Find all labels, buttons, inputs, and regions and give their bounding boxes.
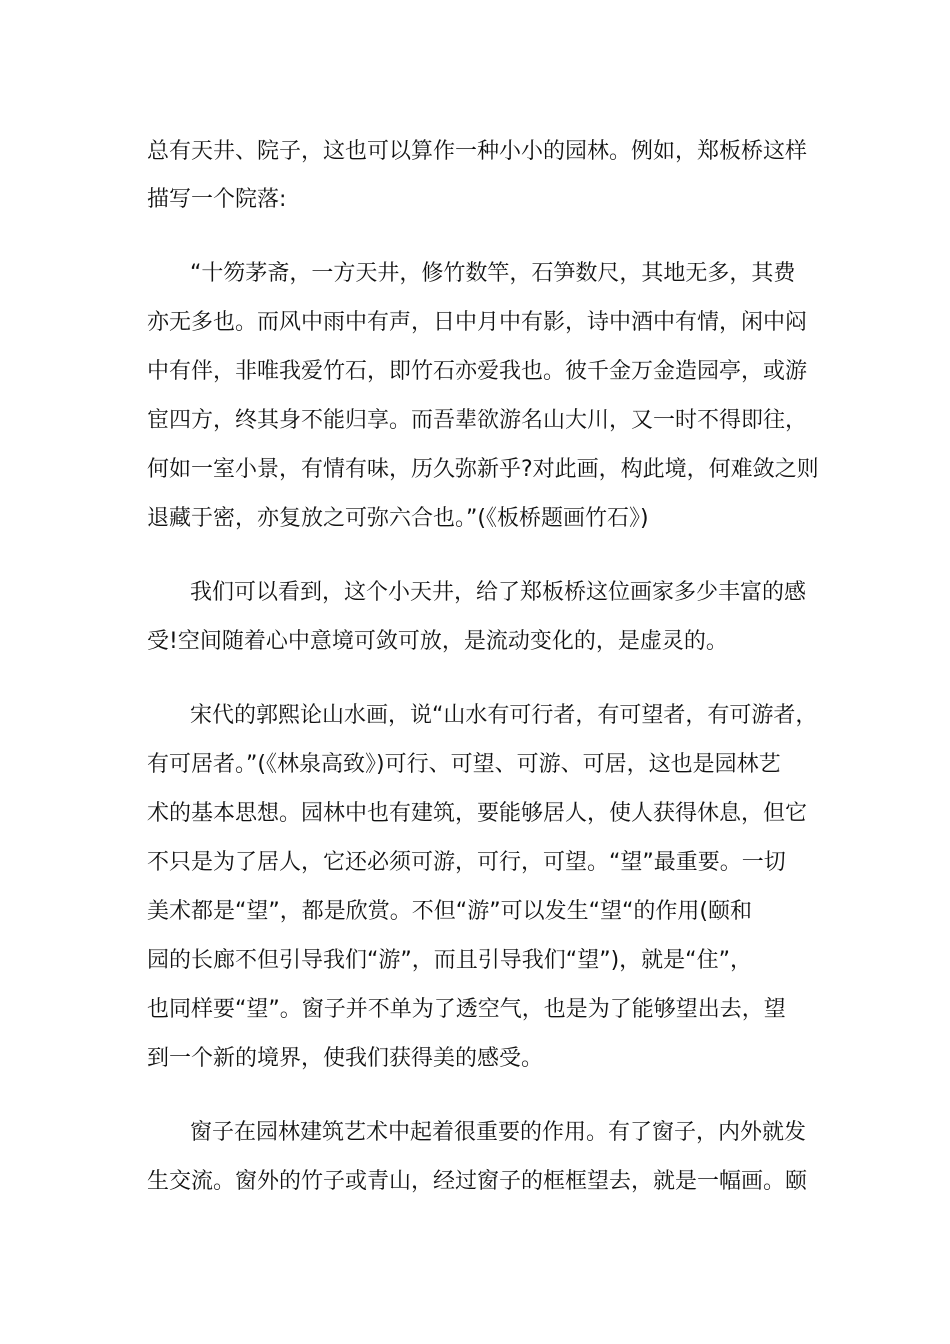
text-line: 总有天井、院子，这也可以算作一种小小的园林。例如，郑板桥这样 [147, 139, 808, 164]
text-line: “十笏茅斋，一方天井，修竹数竿，石笋数尺，其地无多，其费 [190, 261, 796, 286]
text-line: 亦无多也。而风中雨中有声，日中月中有影，诗中酒中有情，闲中闷 [147, 310, 808, 335]
text-line: 描写一个院落: [147, 187, 287, 212]
text-line: 何如一室小景，有情有味，历久弥新乎?对此画，构此境，何难敛之则 [147, 457, 819, 482]
text-line: 到一个新的境界，使我们获得美的感受。 [147, 1046, 544, 1071]
text-line: 中有伴，非唯我爱竹石，即竹石亦爱我也。彼千金万金造园亭，或游 [147, 359, 808, 384]
text-line: 我们可以看到，这个小天井，给了郑板桥这位画家多少丰富的感 [190, 580, 807, 605]
text-line: 窗子在园林建筑艺术中起着很重要的作用。有了窗子，内外就发 [190, 1120, 807, 1145]
text-line: 园的长廊不但引导我们“游”，而且引导我们“望”)，就是“住”， [147, 948, 752, 973]
text-line: 美术都是“望”，都是欣赏。不但“游”可以发生“望“的作用(颐和 [147, 899, 752, 924]
text-line: 有可居者。”(《林泉高致》)可行、可望、可游、可居，这也是园林艺 [147, 752, 781, 777]
text-line: 受!空间随着心中意境可敛可放，是流动变化的，是虚灵的。 [147, 629, 728, 654]
text-line: 不只是为了居人，它还必须可游，可行，可望。“望”最重要。一切 [147, 850, 786, 875]
text-line: 宋代的郭熙论山水画，说“山水有可行者，有可望者，有可游者， [190, 703, 818, 728]
text-line: 宦四方，终其身不能归享。而吾辈欲游名山大川，又一时不得即往， [147, 408, 808, 433]
text-line: 退藏于密，亦复放之可弥六合也。”(《板桥题画竹石》) [147, 506, 649, 531]
text-line: 术的基本思想。园林中也有建筑，要能够居人，使人获得休息，但它 [147, 801, 808, 826]
text-line: 生交流。窗外的竹子或青山，经过窗子的框框望去，就是一幅画。颐 [147, 1169, 808, 1194]
text-line: 也同样要“望”。窗子并不单为了透空气，也是为了能够望出去，望 [147, 997, 786, 1022]
